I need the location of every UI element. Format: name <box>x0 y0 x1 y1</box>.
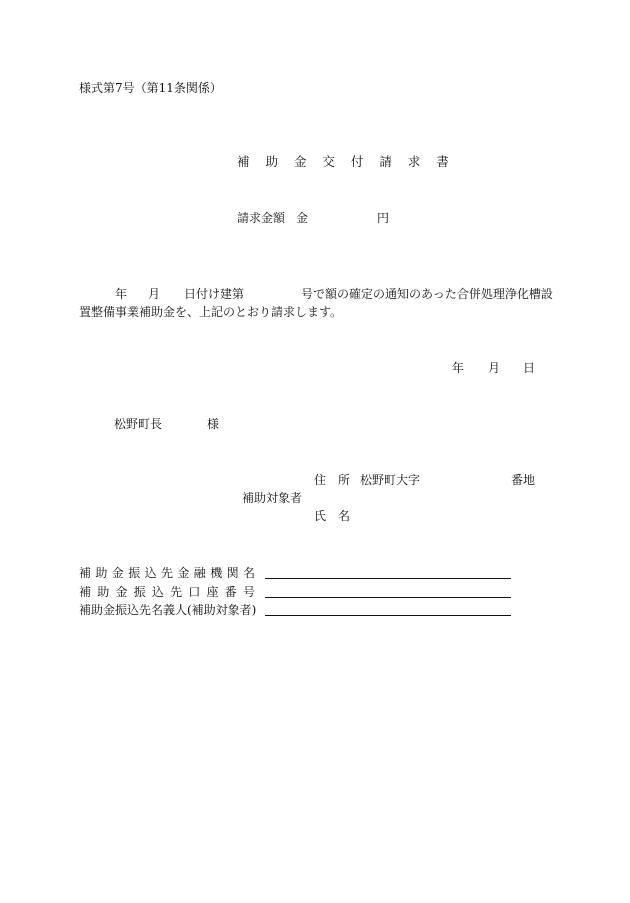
address-label: 住 所 <box>314 473 351 487</box>
bank-field-label <box>79 604 257 616</box>
addressee-honorific: 様 <box>207 417 220 431</box>
body-day-prefix: 日付け建第 <box>184 287 245 301</box>
bank-field-label <box>79 567 255 579</box>
bank-holder-line[interactable] <box>265 615 511 616</box>
bank-institution-label: 補助金振込先金融機関名 <box>79 566 255 580</box>
applicant-role: 補助対象者 <box>242 491 303 505</box>
amount-label: 請求金額 <box>237 211 286 225</box>
amount-unit: 円 <box>377 211 390 225</box>
bank-field-label <box>79 586 255 598</box>
body-year: 年 <box>115 287 128 301</box>
date-day: 日 <box>523 361 536 375</box>
amount-prefix: 金 <box>296 211 309 225</box>
bank-institution-line[interactable] <box>265 578 511 579</box>
name-label: 氏 名 <box>314 509 351 523</box>
body-line2: 置整備事業補助金を、上記のとおり請求します。 <box>79 305 343 319</box>
bank-account-line[interactable] <box>265 597 511 598</box>
date-year: 年 <box>452 361 465 375</box>
form-number: 様式第7号（第11条関係） <box>79 81 222 95</box>
address-value: 松野町大字 <box>360 473 421 487</box>
document-title: 補 助 金 交 付 請 求 書 <box>237 154 455 169</box>
addressee-name: 松野町長 <box>114 417 163 431</box>
body-line1-rest: 号で額の確定の通知のあった合併処理浄化槽設 <box>301 287 553 301</box>
bank-account-label: 補助金振込先口座番号 <box>79 585 255 599</box>
address-suffix: 番地 <box>511 473 536 487</box>
body-month: 月 <box>148 287 161 301</box>
bank-holder-label: 補助金振込先名義人(補助対象者) <box>79 603 257 617</box>
date-month: 月 <box>488 361 501 375</box>
